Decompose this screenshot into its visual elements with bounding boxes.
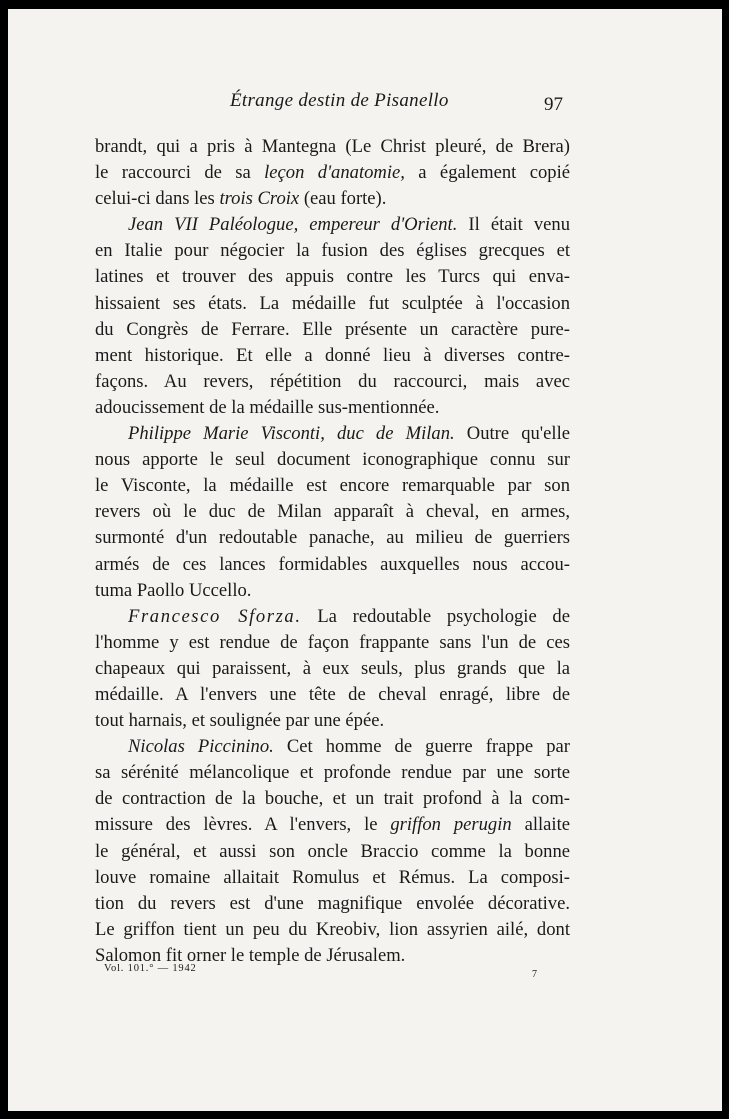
page-number: 97 bbox=[544, 94, 563, 115]
text-line bbox=[95, 917, 570, 943]
text-line bbox=[95, 812, 570, 838]
paragraph bbox=[95, 734, 570, 969]
text-line bbox=[95, 839, 570, 865]
volume-note: Vol. 101.° — 1942 bbox=[104, 963, 197, 974]
text-line bbox=[95, 552, 570, 578]
text-line bbox=[95, 786, 570, 812]
text-segment: tuma Paollo Uccello. bbox=[95, 579, 252, 601]
text-segment: médaille. A l'envers une tête de cheval enragé, libre de bbox=[95, 683, 570, 705]
italic-segment: Jean VII Paléologue, empereur d'Orient. bbox=[128, 214, 458, 236]
signature-mark: 7 bbox=[532, 969, 537, 980]
text-line bbox=[95, 760, 570, 786]
text-segment: l'homme y est rendue de façon frappante sans l'un de ces bbox=[95, 631, 570, 653]
text-segment: revers où le duc de Milan apparaît à cheval, en armes, bbox=[95, 501, 570, 523]
text-line bbox=[95, 317, 570, 343]
text-line bbox=[95, 134, 570, 160]
text-line bbox=[95, 447, 570, 473]
italic-segment: griffon perugin bbox=[390, 814, 512, 836]
text-segment: missure des lèvres. A l'envers, le bbox=[95, 814, 391, 836]
text-segment: La redoutable psychologie de bbox=[301, 605, 570, 627]
text-line bbox=[95, 343, 570, 369]
text-segment: tion du revers est d'une magnifique envolée décorative. bbox=[95, 892, 570, 914]
text-segment: de contraction de la bouche, et un trait profond à la com- bbox=[95, 788, 570, 810]
text-segment: chapeaux qui paraissent, à eux seuls, plus grands que la bbox=[95, 657, 570, 679]
text-segment: ment historique. Et elle a donné lieu à diverses contre- bbox=[95, 344, 570, 366]
text-line bbox=[95, 708, 570, 734]
text-line bbox=[95, 656, 570, 682]
text-segment: le général, et aussi son oncle Braccio comme la bonne bbox=[95, 840, 570, 862]
running-head bbox=[8, 90, 722, 120]
text-line bbox=[95, 865, 570, 891]
text-segment: le raccourci de sa bbox=[95, 162, 265, 184]
text-segment: brandt, qui a pris à Mantegna (Le Christ pleuré, de Brera) bbox=[95, 136, 570, 157]
text-segment: louve romaine allaitait Romulus et Rémus. La composi- bbox=[95, 866, 570, 888]
text-line bbox=[95, 264, 570, 290]
text-segment: adoucissement de la médaille sus-mentionnée. bbox=[95, 396, 440, 418]
text-segment: tout harnais, et soulignée par une épée. bbox=[95, 710, 385, 732]
text-segment: latines et trouver des appuis contre les Turcs qui enva- bbox=[95, 266, 570, 288]
text-line bbox=[95, 604, 570, 630]
text-line bbox=[95, 473, 570, 499]
text-line bbox=[95, 734, 570, 760]
paragraph bbox=[95, 604, 570, 734]
italic-segment: trois Croix bbox=[219, 188, 300, 210]
paragraph bbox=[95, 212, 570, 421]
text-segment: armés de ces lances formidables auxquelles nous accou- bbox=[95, 553, 570, 575]
text-segment: en Italie pour négocier la fusion des églises grecques et bbox=[95, 240, 570, 262]
text-segment: Outre qu'elle bbox=[454, 423, 570, 445]
text-segment: allaite bbox=[511, 814, 570, 836]
paragraph bbox=[95, 421, 570, 604]
text-line bbox=[95, 682, 570, 708]
italic-segment: Nicolas Piccinino. bbox=[128, 736, 274, 758]
text-segment: Cet homme de guerre frappe par bbox=[273, 736, 570, 758]
italic-segment: Francesco Sforza. bbox=[128, 605, 302, 627]
text-line bbox=[95, 891, 570, 917]
text-segment: sa sérénité mélancolique et profonde rendue par une sorte bbox=[95, 762, 570, 784]
text-line bbox=[95, 395, 570, 421]
paragraph bbox=[95, 134, 570, 212]
text-line bbox=[95, 160, 570, 186]
text-segment: nous apporte le seul document iconographique connu sur bbox=[95, 449, 570, 471]
book-page bbox=[8, 9, 722, 1111]
text-line bbox=[95, 212, 570, 238]
text-line bbox=[95, 499, 570, 525]
text-segment: hissaient ses états. La médaille fut sculptée à l'occasion bbox=[95, 292, 570, 314]
text-segment: (eau forte). bbox=[299, 188, 387, 210]
italic-segment: leçon d'anatomie, bbox=[264, 162, 405, 184]
text-line bbox=[95, 369, 570, 395]
text-line bbox=[95, 630, 570, 656]
italic-segment: Philippe Marie Visconti, duc de Milan. bbox=[128, 423, 455, 445]
text-segment: Salomon fit orner le temple de Jérusalem. bbox=[95, 944, 406, 966]
text-line bbox=[95, 291, 570, 317]
text-line bbox=[95, 578, 570, 604]
text-segment: Il était venu bbox=[457, 214, 571, 236]
text-line bbox=[95, 525, 570, 551]
body-text bbox=[95, 134, 570, 969]
text-segment: surmonté d'un redoutable panache, au milieu de guerriers bbox=[95, 527, 570, 549]
text-segment: a également copié bbox=[404, 162, 570, 184]
text-segment: du Congrès de Ferrare. Elle présente un caractère pure- bbox=[95, 318, 570, 340]
text-segment: façons. Au revers, répétition du raccourci, mais avec bbox=[95, 370, 570, 392]
text-segment: celui-ci dans les bbox=[95, 188, 220, 210]
running-title: Étrange destin de Pisanello bbox=[230, 90, 449, 111]
text-line bbox=[95, 421, 570, 447]
text-line bbox=[95, 186, 570, 212]
text-segment: le Visconte, la médaille est encore remarquable par son bbox=[95, 475, 570, 497]
text-line bbox=[95, 238, 570, 264]
text-segment: Le griffon tient un peu du Kreobiv, lion assyrien ailé, dont bbox=[95, 918, 570, 940]
